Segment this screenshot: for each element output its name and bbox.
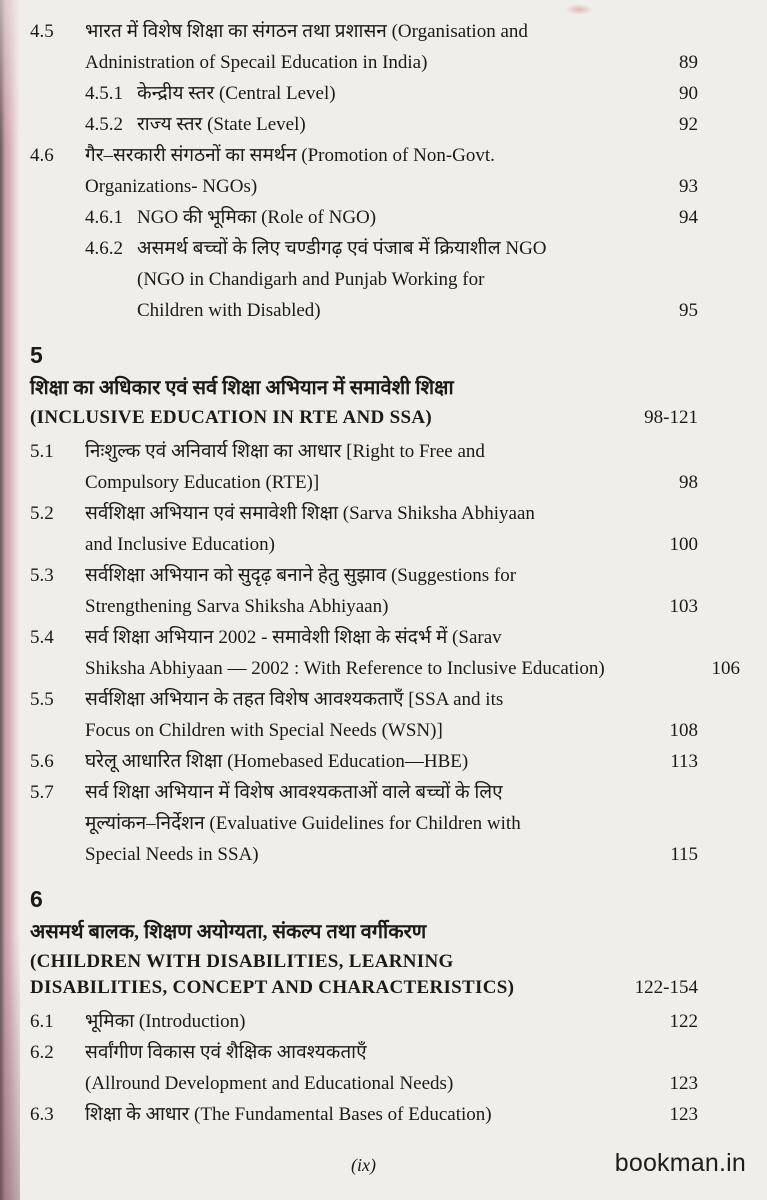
entry-body <box>85 436 740 498</box>
entry-number: 4.5 <box>30 21 54 42</box>
entry-text: केन्द्रीय स्तर (Central Level) <box>137 83 336 104</box>
entry-body <box>85 1006 740 1037</box>
scan-smudge <box>565 4 593 15</box>
chapter-title-english-text: (INCLUSIVE EDUCATION IN RTE AND SSA) <box>30 407 432 428</box>
chapter-title-english-line <box>30 405 740 431</box>
chapter-title-hindi: शिक्षा का अधिकार एवं सर्व शिक्षा अभियान में समावेशी शिक्षा <box>30 377 454 399</box>
toc-entry <box>30 684 740 746</box>
entry-text: (NGO in Chandigarh and Punjab Working for <box>137 269 485 290</box>
entry-line <box>85 839 740 870</box>
page-number: 106 <box>711 658 740 679</box>
entry-text: Children with Disabled) <box>137 300 321 321</box>
entry-body <box>85 1099 740 1130</box>
entry-line <box>137 233 740 264</box>
page-number: 95 <box>679 300 698 321</box>
entry-text: (Allround Development and Educational Needs) <box>85 1073 454 1094</box>
entry-line <box>85 171 740 202</box>
page-number: 92 <box>679 114 698 135</box>
toc-entry <box>30 233 740 326</box>
entry-text: Compulsory Education (RTE)] <box>85 472 320 493</box>
entry-number: 4.5.1 <box>85 83 123 104</box>
entry-line <box>85 684 740 715</box>
chapter-title-hindi: असमर्थ बालक, शिक्षण अयोग्यता, संकल्प तथा वर्गीकरण <box>30 921 427 943</box>
entry-text: गैर–सरकारी संगठनों का समर्थन (Promotion of Non-Govt. <box>85 145 495 166</box>
entry-line <box>85 1099 740 1130</box>
entry-line <box>85 436 740 467</box>
entry-number: 5.1 <box>30 441 54 462</box>
entry-body <box>85 684 740 746</box>
page-number: 115 <box>670 844 698 865</box>
entry-number: 5.4 <box>30 627 54 648</box>
entry-line <box>85 140 740 171</box>
entry-number: 4.6.2 <box>85 238 123 259</box>
entry-body <box>85 777 740 870</box>
entry-body <box>137 202 740 233</box>
entry-line <box>85 498 740 529</box>
entry-line <box>85 16 740 47</box>
entry-number: 6.2 <box>30 1042 54 1063</box>
page-number: 122 <box>669 1011 698 1032</box>
entry-text: Special Needs in SSA) <box>85 844 259 865</box>
chapter-title-english-line <box>30 975 740 1001</box>
chapter-header <box>30 339 740 431</box>
entry-line <box>85 560 740 591</box>
entry-text: and Inclusive Education) <box>85 534 275 555</box>
entry-number: 4.6.1 <box>85 207 123 228</box>
toc-entry <box>30 1037 740 1099</box>
chapter-number: 5 <box>30 342 43 368</box>
page-number: 89 <box>679 52 698 73</box>
entry-line <box>85 777 740 808</box>
toc-entry <box>30 202 740 233</box>
entry-line <box>137 78 740 109</box>
page-number: 100 <box>669 534 698 555</box>
entry-line <box>85 746 740 777</box>
entry-line <box>85 1006 740 1037</box>
entry-number: 5.7 <box>30 782 54 803</box>
entry-text: सर्वशिक्षा अभियान के तहत विशेष आवश्यकताएँ [SSA and its <box>85 689 504 710</box>
chapter-title-english-text: DISABILITIES, CONCEPT AND CHARACTERISTICS) <box>30 977 515 998</box>
entry-number: 6.1 <box>30 1011 54 1032</box>
entry-body <box>137 78 740 109</box>
entry-text: Adninistration of Specail Education in India) <box>85 52 428 73</box>
entry-text: सर्वशिक्षा अभियान एवं समावेशी शिक्षा (Sarva Shiksha Abhiyaan <box>85 503 535 524</box>
toc-entry <box>30 109 740 140</box>
entry-body <box>137 109 740 140</box>
toc-entry <box>30 1006 740 1037</box>
toc-entry <box>30 622 740 684</box>
entry-line <box>85 622 740 653</box>
page-number: 90 <box>679 83 698 104</box>
entry-text: सर्व शिक्षा अभियान 2002 - समावेशी शिक्षा के संदर्भ में (Sarav <box>85 627 502 648</box>
entry-line <box>137 202 740 233</box>
page-number: 94 <box>679 207 698 228</box>
entry-body <box>85 16 740 78</box>
toc-entry <box>30 16 740 78</box>
toc-entry <box>30 436 740 498</box>
entry-body <box>85 622 740 684</box>
entry-text: Shiksha Abhiyaan — 2002 : With Reference to Inclusive Education) <box>85 658 605 679</box>
toc <box>30 16 740 1130</box>
entry-line <box>85 1068 740 1099</box>
entry-line <box>85 529 740 560</box>
toc-entry <box>30 746 740 777</box>
entry-line <box>85 467 740 498</box>
chapter-title-english-line <box>30 949 740 975</box>
entry-text: असमर्थ बच्चों के लिए चण्डीगढ़ एवं पंजाब में क्रियाशील NGO <box>137 238 547 259</box>
page-spine-shadow <box>0 0 20 1200</box>
entry-number: 4.5.2 <box>85 114 123 135</box>
chapter-page-range: 122-154 <box>634 977 698 998</box>
entry-text: घरेलू आधारित शिक्षा (Homebased Education—HBE) <box>85 751 469 772</box>
chapter-number: 6 <box>30 886 43 912</box>
entry-body <box>85 498 740 560</box>
entry-text: भारत में विशेष शिक्षा का संगठन तथा प्रशासन (Organisation and <box>85 21 528 42</box>
entry-line <box>85 653 740 684</box>
chapter-header <box>30 883 740 1001</box>
entry-line <box>85 591 740 622</box>
page-number: 113 <box>670 751 698 772</box>
page-number: 103 <box>669 596 698 617</box>
page-number: 98 <box>679 472 698 493</box>
watermark-bookman: bookman.in <box>614 1149 746 1177</box>
entry-number: 6.3 <box>30 1104 54 1125</box>
entry-text: सर्व शिक्षा अभियान में विशेष आवश्यकताओं वाले बच्चों के लिए <box>85 782 503 803</box>
entry-text: Strengthening Sarva Shiksha Abhiyaan) <box>85 596 389 617</box>
entry-text: Focus on Children with Special Needs (WSN)] <box>85 720 443 741</box>
entry-number: 5.2 <box>30 503 54 524</box>
entry-line <box>85 47 740 78</box>
entry-text: Organizations- NGOs) <box>85 176 258 197</box>
entry-body <box>85 1037 740 1099</box>
page-number: 108 <box>669 720 698 741</box>
chapter-title-english-text: (CHILDREN WITH DISABILITIES, LEARNING <box>30 951 454 972</box>
entry-body <box>85 560 740 622</box>
toc-entry <box>30 78 740 109</box>
entry-line <box>137 295 740 326</box>
entry-text: राज्य स्तर (State Level) <box>137 114 306 135</box>
toc-entry <box>30 777 740 870</box>
entry-body <box>85 746 740 777</box>
entry-body <box>85 140 740 202</box>
folio-page-label: (ix) <box>351 1155 376 1175</box>
entry-text: NGO की भूमिका (Role of NGO) <box>137 207 377 228</box>
entry-text: भूमिका (Introduction) <box>85 1011 246 1032</box>
page-number: 93 <box>679 176 698 197</box>
entry-number: 5.5 <box>30 689 54 710</box>
page-number: 123 <box>669 1104 698 1125</box>
entry-line <box>85 715 740 746</box>
page-number: 123 <box>669 1073 698 1094</box>
entry-text: शिक्षा के आधार (The Fundamental Bases of Education) <box>85 1104 492 1125</box>
entry-line <box>85 808 740 839</box>
entry-line <box>137 109 740 140</box>
toc-entry <box>30 498 740 560</box>
entry-text: मूल्यांकन–निर्देशन (Evaluative Guidelines for Children with <box>85 813 521 834</box>
toc-entry <box>30 1099 740 1130</box>
toc-entry <box>30 560 740 622</box>
entry-text: निःशुल्क एवं अनिवार्य शिक्षा का आधार [Right to Free and <box>85 441 485 462</box>
chapter-page-range: 98-121 <box>644 407 698 428</box>
entry-line <box>137 264 740 295</box>
entry-number: 5.6 <box>30 751 54 772</box>
entry-body <box>137 233 740 326</box>
entry-number: 4.6 <box>30 145 54 166</box>
entry-number: 5.3 <box>30 565 54 586</box>
toc-entry <box>30 140 740 202</box>
entry-line <box>85 1037 740 1068</box>
entry-text: सर्वांगीण विकास एवं शैक्षिक आवश्यकताएँ <box>85 1042 367 1063</box>
entry-text: सर्वशिक्षा अभियान को सुदृढ़ बनाने हेतु सुझाव (Suggestions for <box>85 565 517 586</box>
